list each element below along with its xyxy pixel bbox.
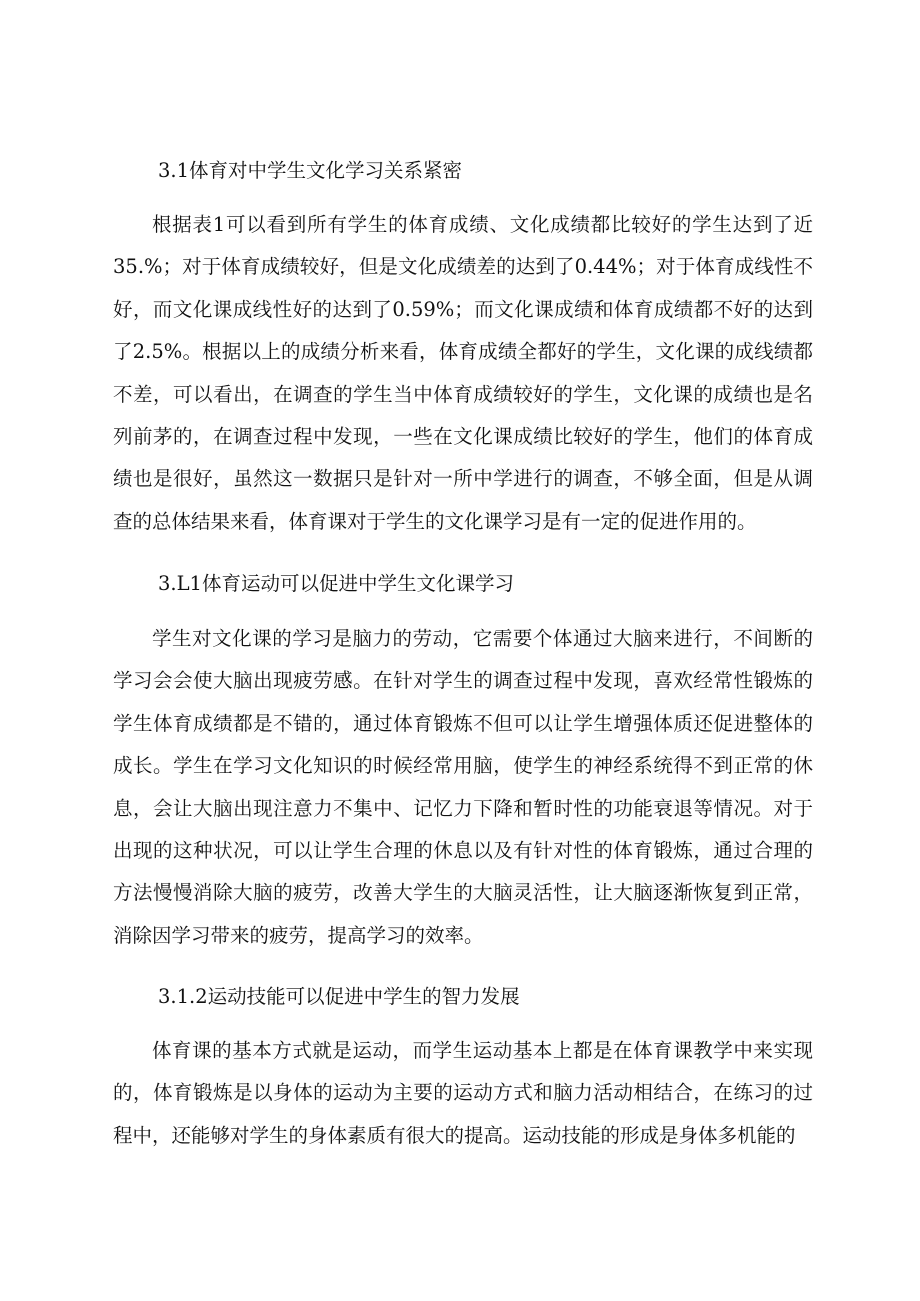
section-heading-3-1: 3.1体育对中学生文化学习关系紧密 xyxy=(158,159,463,182)
section-heading-3-l1: 3.L1体育运动可以促进中学生文化课学习 xyxy=(158,572,514,595)
section-paragraph-3-l1: 学生对文化课的学习是脑力的劳动，它需要个体通过大脑来进行，不间断的学习会会使大脑出现疲劳感。在针对学生的调查过程中发现，喜欢经常性锻炼的学生体育成绩都是不错的，通过体育锻炼不但可以让学生增强体质还促进整体的成长。学生在学习文化知识的时候经常用脑，使学生的神经系统得不到正常的休息，会让大脑出现注意力不集中、记忆力下降和暂时性的功能衰退等情况。对于出现的这种状况，可以让学生合理的休息以及有针对性的体育锻炼，通过合理的方法慢慢消除大脑的疲劳，改善大学生的大脑灵活性，让大脑逐渐恢复到正常，消除因学习带来的疲劳，提高学习的效率。 xyxy=(113,627,813,947)
section-paragraph-3-1-2: 体育课的基本方式就是运动，而学生运动基本上都是在体育课教学中来实现的，体育锻炼是以身体的运动为主要的运动方式和脑力活动相结合，在练习的过程中，还能够对学生的身体素质有很大的提高。运动技能的形成是身体多机能的 xyxy=(113,1039,813,1147)
section-heading-3-1-2: 3.1.2运动技能可以促进中学生的智力发展 xyxy=(158,985,520,1008)
section-paragraph-3-1: 根据表1可以看到所有学生的体育成绩、文化成绩都比较好的学生达到了近35.%；对于体育成绩较好，但是文化成绩差的达到了0.44%；对于体育成线性不好，而文化课成线性好的达到了0.59%；而文化课成绩和体育成绩都不好的达到了2.5%。根据以上的成绩分析来看，体育成绩全都好的学生，文化课的成线绩都不差，可以看出，在调查的学生当中体育成绩较好的学生，文化课的成绩也是名列前茅的，在调查过程中发现，一些在文化课成绩比较好的学生，他们的体育成绩也是很好，虽然这一数据只是针对一所中学进行的调查，不够全面，但是从调查的总体结果来看，体育课对于学生的文化课学习是有一定的促进作用的。 xyxy=(113,213,813,533)
